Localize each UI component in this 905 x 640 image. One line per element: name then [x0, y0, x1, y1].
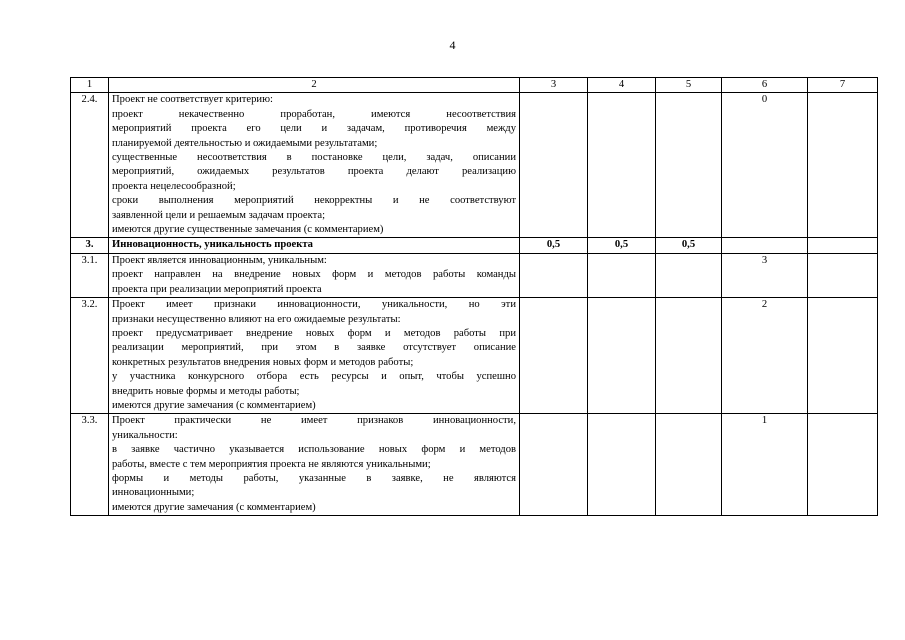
criterion-description	[109, 93, 520, 238]
description-line: имеются другие существенные замечания (с комментарием)	[112, 224, 384, 236]
score-cell-c5	[656, 93, 722, 238]
column-header: 4	[588, 78, 656, 93]
description-line: у участника конкурсного отбора есть ресурсы и опыт, чтобы успешно	[112, 371, 516, 383]
criterion-description	[109, 253, 520, 297]
description-line: уникальности:	[112, 429, 178, 441]
description-line: внедрить новые формы и методы работы;	[112, 385, 300, 397]
description-line: имеются другие замечания (с комментарием)	[112, 501, 316, 513]
column-header-row	[71, 78, 878, 93]
column-header: 3	[520, 78, 588, 93]
score-cell-c3	[520, 414, 588, 516]
score-cell-c6: 2	[722, 298, 808, 414]
score-cell-c7	[808, 298, 878, 414]
section-row	[71, 238, 878, 253]
criterion-description	[109, 414, 520, 516]
score-cell-c5: 0,5	[656, 238, 722, 253]
column-header: 1	[71, 78, 109, 93]
description-line: признаки несущественно влияют на его ожидаемые результаты:	[112, 313, 401, 325]
description-line: проект предусматривает внедрение новых форм и методов работы при	[112, 327, 516, 339]
score-cell-c4	[588, 253, 656, 297]
score-cell-c4	[588, 93, 656, 238]
row-number: 3.2.	[71, 298, 109, 414]
description-line: мероприятий, ожидаемых результатов проекта делают реализацию	[112, 166, 516, 178]
description-line: проект некачественно проработан, имеются несоответствия	[112, 108, 516, 120]
criterion-row	[71, 253, 878, 297]
score-cell-c3: 0,5	[520, 238, 588, 253]
score-cell-c5	[656, 253, 722, 297]
column-header: 6	[722, 78, 808, 93]
row-number: 3.1.	[71, 253, 109, 297]
description-line: работы, вместе с тем мероприятия проекта не являются уникальными;	[112, 458, 431, 470]
criterion-row	[71, 298, 878, 414]
column-header: 2	[109, 78, 520, 93]
description-line: Проект практически не имеет признаков инновационности,	[112, 415, 516, 427]
score-cell-c6: 0	[722, 93, 808, 238]
score-cell-c3	[520, 93, 588, 238]
criterion-description	[109, 298, 520, 414]
page-number: 4	[449, 38, 456, 52]
description-line: Проект является инновационным, уникальным:	[112, 254, 327, 266]
row-number: 3.	[71, 238, 109, 253]
score-cell-c5	[656, 414, 722, 516]
description-line: мероприятий проекта его цели и задачам, противоречия между	[112, 123, 516, 135]
description-line: сроки выполнения мероприятий некорректны и не соответствуют	[112, 195, 516, 207]
description-line: формы и методы работы, указанные в заявке, не являются	[112, 472, 516, 484]
score-cell-c3	[520, 298, 588, 414]
score-cell-c4	[588, 414, 656, 516]
score-cell-c4	[588, 298, 656, 414]
description-line: реализации мероприятий, при этом в заявке отсутствует описание	[112, 342, 516, 354]
score-cell-c6	[722, 238, 808, 253]
score-cell-c7	[808, 414, 878, 516]
score-cell-c6: 3	[722, 253, 808, 297]
description-line: заявленной цели и решаемым задачам проекта;	[112, 209, 326, 221]
description-line: проекта нецелесообразной;	[112, 180, 236, 192]
score-cell-c4: 0,5	[588, 238, 656, 253]
criterion-row	[71, 93, 878, 238]
score-cell-c7	[808, 93, 878, 238]
criterion-row	[71, 414, 878, 516]
score-cell-c3	[520, 253, 588, 297]
description-line: имеются другие замечания (с комментарием)	[112, 399, 316, 411]
description-line: конкретных результатов внедрения новых форм и методов работы;	[112, 356, 414, 368]
description-line: инновационными;	[112, 487, 195, 499]
score-cell-c7	[808, 253, 878, 297]
score-cell-c6: 1	[722, 414, 808, 516]
description-line: существенные несоответствия в постановке цели, задач, описании	[112, 152, 516, 164]
score-cell-c7	[808, 238, 878, 253]
column-header: 7	[808, 78, 878, 93]
section-title: Инновационность, уникальность проекта	[109, 238, 520, 253]
description-line: Проект имеет признаки инновационности, уникальности, но эти	[112, 299, 516, 311]
score-cell-c5	[656, 298, 722, 414]
description-line: планируемой деятельностью и ожидаемыми результатами;	[112, 137, 378, 149]
column-header: 5	[656, 78, 722, 93]
row-number: 2.4.	[71, 93, 109, 238]
criteria-table	[70, 77, 878, 516]
description-line: проекта при реализации мероприятий проекта	[112, 283, 322, 295]
description-line: в заявке частично указывается использование новых форм и методов	[112, 444, 516, 456]
description-line: Проект не соответствует критерию:	[112, 94, 273, 106]
row-number: 3.3.	[71, 414, 109, 516]
description-line: проект направлен на внедрение новых форм и методов работы команды	[112, 269, 516, 281]
